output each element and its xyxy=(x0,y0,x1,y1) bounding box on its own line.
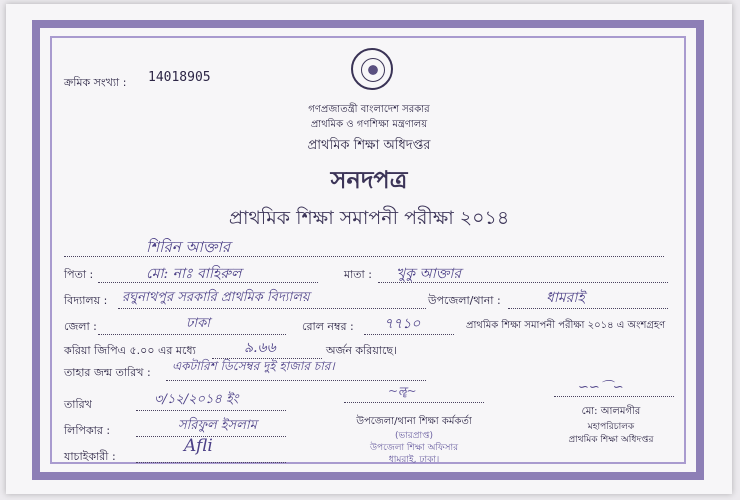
serial-label: ক্রমিক সংখ্যা : xyxy=(64,76,127,89)
roll-label: রোল নম্বর : xyxy=(302,320,354,333)
gpa-prefix: করিয়া জিপিএ ৫.০০ এর মধ্যে xyxy=(64,344,196,357)
father-name: মো: নাঃ বাহিরুল xyxy=(146,266,242,282)
dob-value: একটারিশ ডিসেম্বর দুই হাজার চার। xyxy=(172,359,335,373)
director-signature-icon: ∽∽⌒∽ xyxy=(578,380,624,395)
upazila-name: ধামরাই xyxy=(546,290,585,306)
upazila-dotted-line xyxy=(508,308,668,309)
upazila-label: উপজেলা/থানা : xyxy=(428,294,501,307)
dob-dotted-line xyxy=(166,380,426,381)
director-title: মহাপরিচালক xyxy=(587,422,635,432)
checker-dotted-line xyxy=(136,462,286,463)
serial-number: 14018905 xyxy=(148,70,211,85)
directorate-line: প্রাথমিক শিক্ষা অধিদপ্তর xyxy=(307,138,431,153)
mother-name: খুকু আক্তার xyxy=(396,266,462,282)
officer-stamp-line2: (ভারপ্রাপ্ত) xyxy=(394,431,433,441)
government-seal-icon xyxy=(351,48,393,90)
director-sign-line xyxy=(554,396,674,397)
exam-participation: প্রাথমিক শিক্ষা সমাপনী পরীক্ষা ২০১৪ এ অংশগ্রহণ xyxy=(466,320,666,331)
date-value: ৩/১২/২০১৪ ইং xyxy=(154,392,239,407)
director-office: প্রাথমিক শিক্ষা অধিদপ্তর xyxy=(568,435,654,445)
officer-stamp-line4: ধামরাই, ঢাকা। xyxy=(388,455,440,465)
certificate-sheet xyxy=(6,4,732,494)
gpa-suffix: অর্জন করিয়াছে। xyxy=(326,344,398,357)
student-name: শিরিন আক্তার xyxy=(146,238,231,256)
dob-label: তাহার জন্ম তারিখ : xyxy=(64,366,151,379)
director-name: মো: আলমগীর xyxy=(581,406,641,417)
date-label: তারিখ xyxy=(64,398,92,411)
middle-signature-icon: ~ॡ~ xyxy=(388,384,417,398)
checker-label: যাচাইকারী : xyxy=(64,450,116,463)
district-label: জেলা : xyxy=(64,320,97,333)
school-label: বিদ্যালয় : xyxy=(64,294,108,307)
gov-line: গণপ্রজাতন্ত্রী বাংলাদেশ সরকার xyxy=(308,104,430,115)
ministry-line: প্রাথমিক ও গণশিক্ষা মন্ত্রণালয় xyxy=(310,119,428,130)
certificate-title: সনদপত্র xyxy=(330,166,408,194)
writer-name: সরিফুল ইসলাম xyxy=(178,418,257,433)
writer-label: লিপিকার : xyxy=(64,424,111,437)
school-name: রঘুনাথপুর সরকারি প্রাথমিক বিদ্যালয় xyxy=(122,290,310,305)
father-label: পিতা : xyxy=(64,268,94,281)
upazila-officer-title: উপজেলা/থানা শিক্ষা কর্মকর্তা xyxy=(356,416,472,427)
district-name: ঢাকা xyxy=(186,316,210,331)
middle-sign-line xyxy=(344,402,484,403)
checker-signature: Afli xyxy=(184,436,213,456)
officer-stamp-line3: উপজেলা শিক্ষা অফিসার xyxy=(369,443,459,453)
gpa-value: ৯.৬৬ xyxy=(244,340,276,356)
mother-label: মাতা : xyxy=(344,268,372,281)
roll-number: ৭৭১০ xyxy=(384,316,421,332)
exam-title: প্রাথমিক শিক্ষা সমাপনী পরীক্ষা ২০১৪ xyxy=(228,207,510,229)
